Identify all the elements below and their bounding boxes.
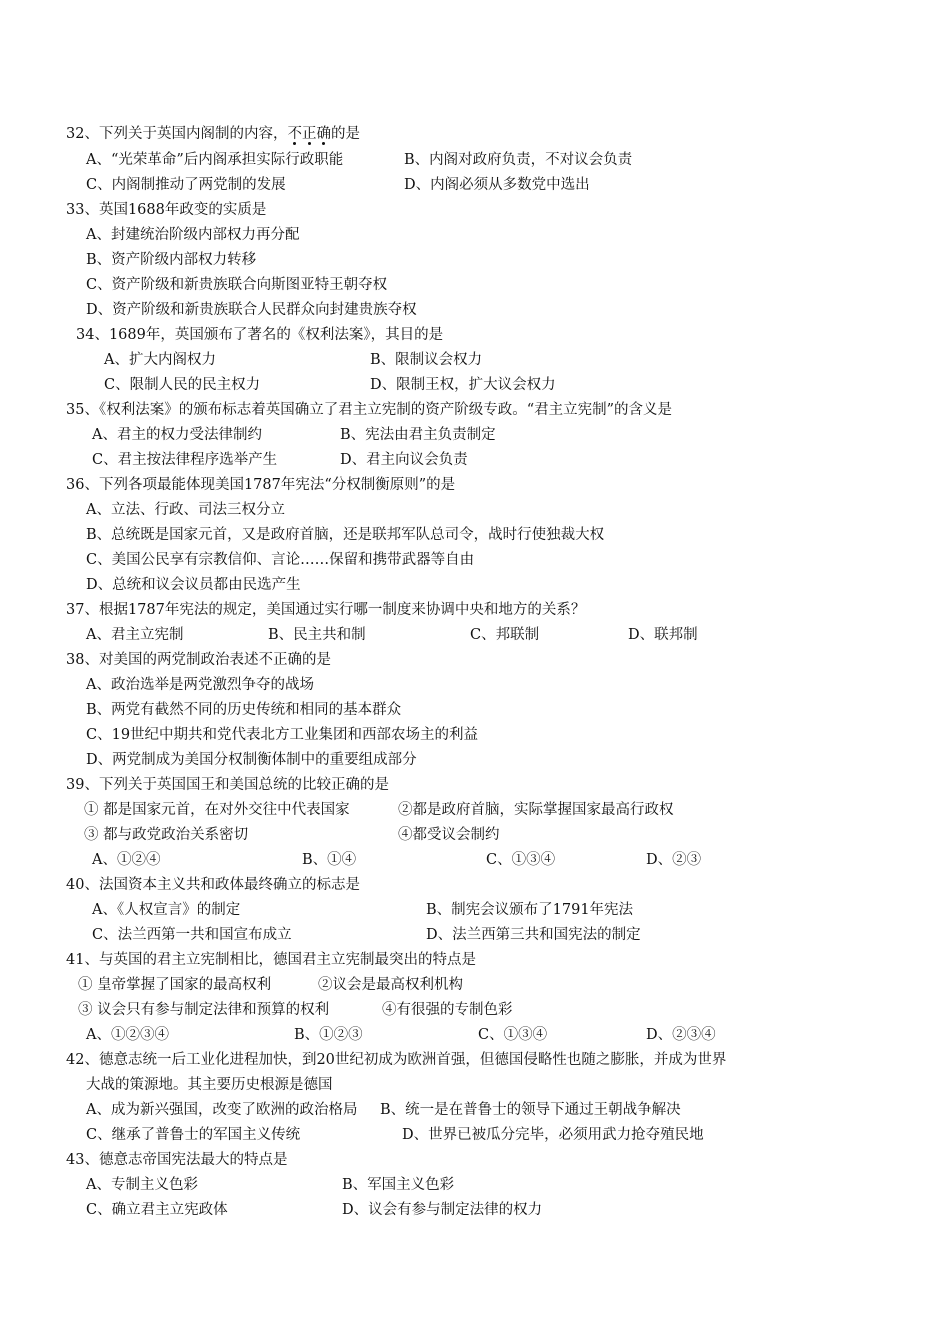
question-43-option-b: B、军国主义色彩 <box>342 1177 455 1193</box>
question-38-option-c: C、19世纪中期共和党代表北方工业集团和西部农场主的利益 <box>86 727 479 743</box>
emphasis-char: 正 <box>301 126 317 142</box>
question-41-statement-1: ① 皇帝掌握了国家的最高权利 <box>78 977 272 993</box>
question-32-option-a: A、“光荣革命”后内阁承担实际行政职能 <box>86 152 344 168</box>
emphasis-char: 确 <box>316 126 331 142</box>
question-38-stem: 38、对美国的两党制政治表述不正确的是 <box>66 652 331 668</box>
question-36-option-b: B、总统既是国家元首，又是政府首脑，还是联邦军队总司令，战时行使独裁大权 <box>86 527 605 543</box>
question-33-option-b: B、资产阶级内部权力转移 <box>86 252 257 268</box>
question-35-stem: 35、《权利法案》的颁布标志着英国确立了君主立宪制的资产阶级专政。“君主立宪制”的含义是 <box>66 402 673 418</box>
question-36-option-c: C、美国公民享有宗教信仰、言论……保留和携带武器等自由 <box>86 552 475 568</box>
question-39-option-b: B、①④ <box>302 852 357 868</box>
question-42-stem: 42、德意志统一后工业化进程加快，到20世纪初成为欧洲首强，但德国侵略性也随之膨胀，并成为世界 <box>66 1052 727 1068</box>
question-42-option-c: C、继承了普鲁士的军国主义传统 <box>86 1127 301 1143</box>
question-43-option-c: C、确立君主立宪政体 <box>86 1202 228 1218</box>
question-38-option-d: D、两党制成为美国分权制衡体制中的重要组成部分 <box>86 752 417 768</box>
question-34-option-b: B、限制议会权力 <box>370 352 483 368</box>
question-32-option-d: D、内阁必须从多数党中选出 <box>404 177 590 193</box>
question-33-option-c: C、资产阶级和新贵族联合向斯图亚特王朝夺权 <box>86 277 388 293</box>
question-38-option-b: B、两党有截然不同的历史传统和相同的基本群众 <box>86 702 402 718</box>
question-39-statement-2: ②都是政府首脑，实际掌握国家最高行政权 <box>398 802 674 818</box>
question-41-stem: 41、与英国的君主立宪制相比，德国君主立宪制最突出的特点是 <box>66 952 476 968</box>
question-40-option-c: C、法兰西第一共和国宣布成立 <box>92 927 292 943</box>
question-39-option-a: A、①②④ <box>92 852 161 868</box>
emphasis-char: 不 <box>287 126 302 142</box>
question-41-option-b: B、①②③ <box>294 1027 363 1043</box>
question-43-option-d: D、议会有参与制定法律的权力 <box>342 1202 543 1218</box>
question-35-option-d: D、君主向议会负责 <box>340 452 468 468</box>
question-34-option-c: C、限制人民的民主权力 <box>104 377 261 393</box>
question-37-option-d: D、联邦制 <box>628 627 698 643</box>
question-43-option-a: A、专制主义色彩 <box>86 1177 198 1193</box>
question-39-option-c: C、①③④ <box>486 852 556 868</box>
question-41-statement-2: ②议会是最高权利机构 <box>318 977 463 993</box>
question-39-option-d: D、②③ <box>646 852 702 868</box>
question-37-option-b: B、民主共和制 <box>268 627 366 643</box>
question-36-stem: 36、下列各项最能体现美国1787年宪法“分权制衡原则”的是 <box>66 477 456 493</box>
question-42-option-b: B、统一是在普鲁士的领导下通过王朝战争解决 <box>380 1102 681 1118</box>
question-34-option-a: A、扩大内阁权力 <box>104 352 216 368</box>
question-36-option-a: A、立法、行政、司法三权分立 <box>86 502 285 518</box>
question-39-stem: 39、下列关于英国国王和美国总统的比较正确的是 <box>66 777 389 793</box>
question-39-statement-4: ④都受议会制约 <box>398 827 500 843</box>
question-38-option-a: A、政治选举是两党激烈争夺的战场 <box>86 677 314 693</box>
question-41-statement-4: ④有很强的专制色彩 <box>382 1002 513 1018</box>
question-41-statement-3: ③ 议会只有参与制定法律和预算的权利 <box>78 1002 330 1018</box>
question-42-stem-continued: 大战的策源地。其主要历史根源是德国 <box>86 1077 333 1093</box>
question-35-option-b: B、宪法由君主负责制定 <box>340 427 496 443</box>
question-35-option-c: C、君主按法律程序选举产生 <box>92 452 278 468</box>
question-42-option-d: D、世界已被瓜分完毕，必须用武力抢夺殖民地 <box>402 1127 704 1143</box>
question-36-option-d: D、总统和议会议员都由民选产生 <box>86 577 301 593</box>
question-37-stem: 37、根据1787年宪法的规定，美国通过实行哪一制度来协调中央和地方的关系？ <box>66 602 586 618</box>
question-33-stem: 33、英国1688年政变的实质是 <box>66 202 267 218</box>
question-40-option-d: D、法兰西第三共和国宪法的制定 <box>426 927 641 943</box>
question-39-statement-3: ③ 都与政党政治关系密切 <box>84 827 249 843</box>
question-33-option-d: D、资产阶级和新贵族联合人民群众向封建贵族夺权 <box>86 302 417 318</box>
question-41-option-a: A、①②③④ <box>86 1027 169 1043</box>
question-35-option-a: A、君主的权力受法律制约 <box>92 427 262 443</box>
question-37-option-a: A、君主立宪制 <box>86 627 184 643</box>
question-42-option-a: A、成为新兴强国，改变了欧洲的政治格局 <box>86 1102 358 1118</box>
question-33-option-a: A、封建统治阶级内部权力再分配 <box>86 227 300 243</box>
question-34-stem: 34、1689年，英国颁布了著名的《权利法案》，其目的是 <box>76 327 444 343</box>
question-32-option-c: C、内阁制推动了两党制的发展 <box>86 177 286 193</box>
question-41-option-c: C、①③④ <box>478 1027 548 1043</box>
question-32-option-b: B、内阁对政府负责，不对议会负责 <box>404 152 633 168</box>
question-40-option-b: B、制宪会议颁布了1791年宪法 <box>426 902 634 918</box>
question-37-option-c: C、邦联制 <box>470 627 540 643</box>
question-41-option-d: D、②③④ <box>646 1027 716 1043</box>
question-40-stem: 40、法国资本主义共和政体最终确立的标志是 <box>66 877 360 893</box>
question-32-stem: 32、下列关于英国内阁制的内容，不正确的是 <box>66 126 360 142</box>
question-40-option-a: A、《人权宣言》的制定 <box>92 902 241 918</box>
question-43-stem: 43、德意志帝国宪法最大的特点是 <box>66 1152 288 1168</box>
question-39-statement-1: ① 都是国家元首，在对外交往中代表国家 <box>84 802 350 818</box>
question-34-option-d: D、限制王权，扩大议会权力 <box>370 377 556 393</box>
